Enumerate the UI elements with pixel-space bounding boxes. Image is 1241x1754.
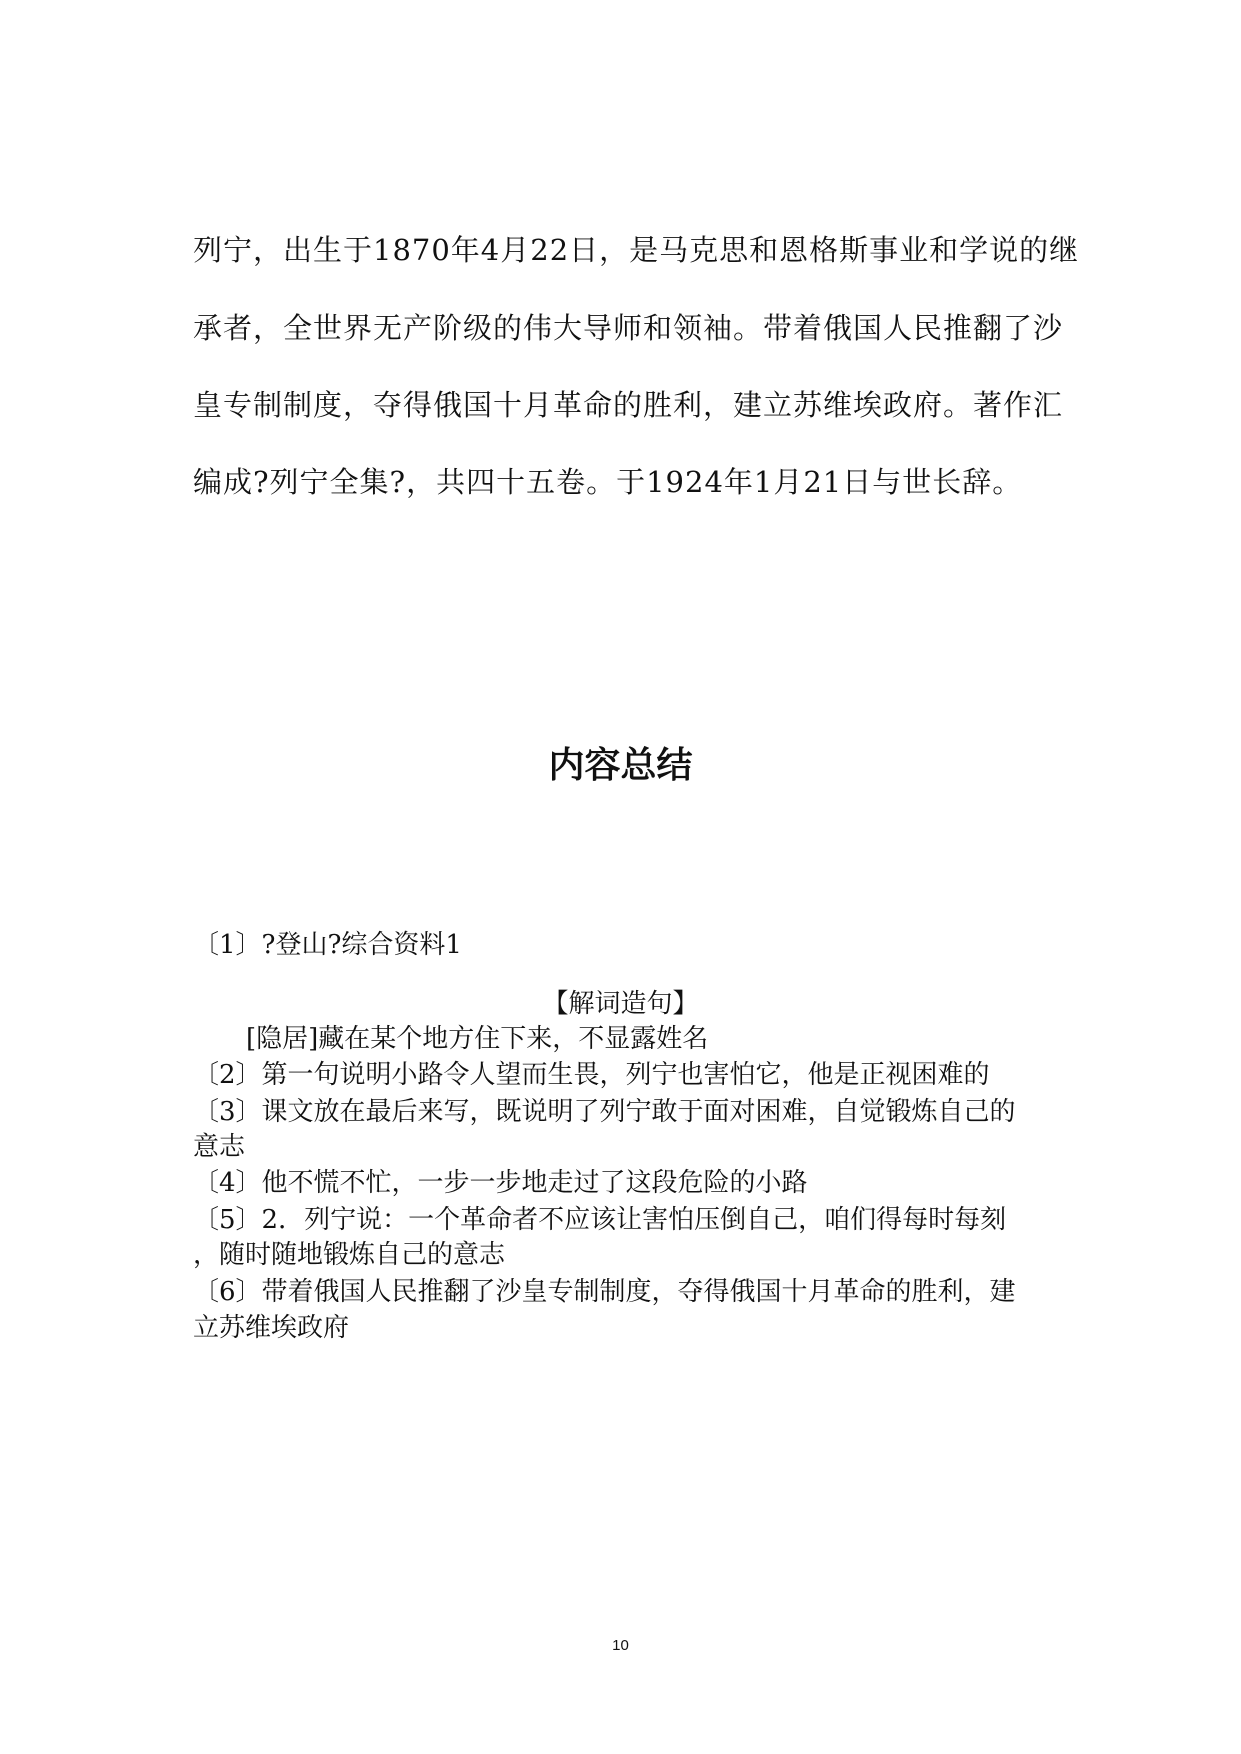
summary-line: ，随时随地锻炼自己的意志 <box>193 1240 506 1270</box>
summary-line: 〔5〕2．列宁说：一个革命者不应该让害怕压倒自己，咱们得每时每刻 <box>193 1205 1007 1235</box>
summary-line: 〔6〕带着俄国人民推翻了沙皇专制制度，夺得俄国十月革命的胜利，建 <box>193 1277 1016 1307</box>
summary-line: 立苏维埃政府 <box>193 1313 350 1343</box>
biography-line: 列宁，出生于1870年4月22日，是马克思和恩格斯事业和学说的继 <box>193 233 1080 267</box>
biography-line: 皇专制制度，夺得俄国十月革命的胜利，建立苏维埃政府。著作汇 <box>193 388 1064 422</box>
summary-line: 〔3〕课文放在最后来写，既说明了列宁敢于面对困难，自觉锻炼自己的 <box>193 1097 1016 1127</box>
section-heading: 内容总结 <box>548 745 693 786</box>
biography-line: 承者，全世界无产阶级的伟大导师和领袖。带着俄国人民推翻了沙 <box>193 311 1064 345</box>
definition-line: [隐居]藏在某个地方住下来，不显露姓名 <box>246 1024 709 1054</box>
summary-line: 〔4〕他不慌不忙，一步一步地走过了这段危险的小路 <box>193 1168 808 1198</box>
page-number: 10 <box>612 1637 629 1654</box>
summary-line: 意志 <box>193 1132 246 1162</box>
summary-line: 〔2〕第一句说明小路令人望而生畏，列宁也害怕它，他是正视困难的 <box>193 1060 990 1090</box>
summary-subheading: 【解词造句】 <box>542 989 699 1019</box>
summary-item-1: 〔1〕?登山?综合资料1 <box>193 930 462 960</box>
biography-line: 编成?列宁全集?，共四十五卷。于1924年1月21日与世长辞。 <box>193 465 1023 499</box>
